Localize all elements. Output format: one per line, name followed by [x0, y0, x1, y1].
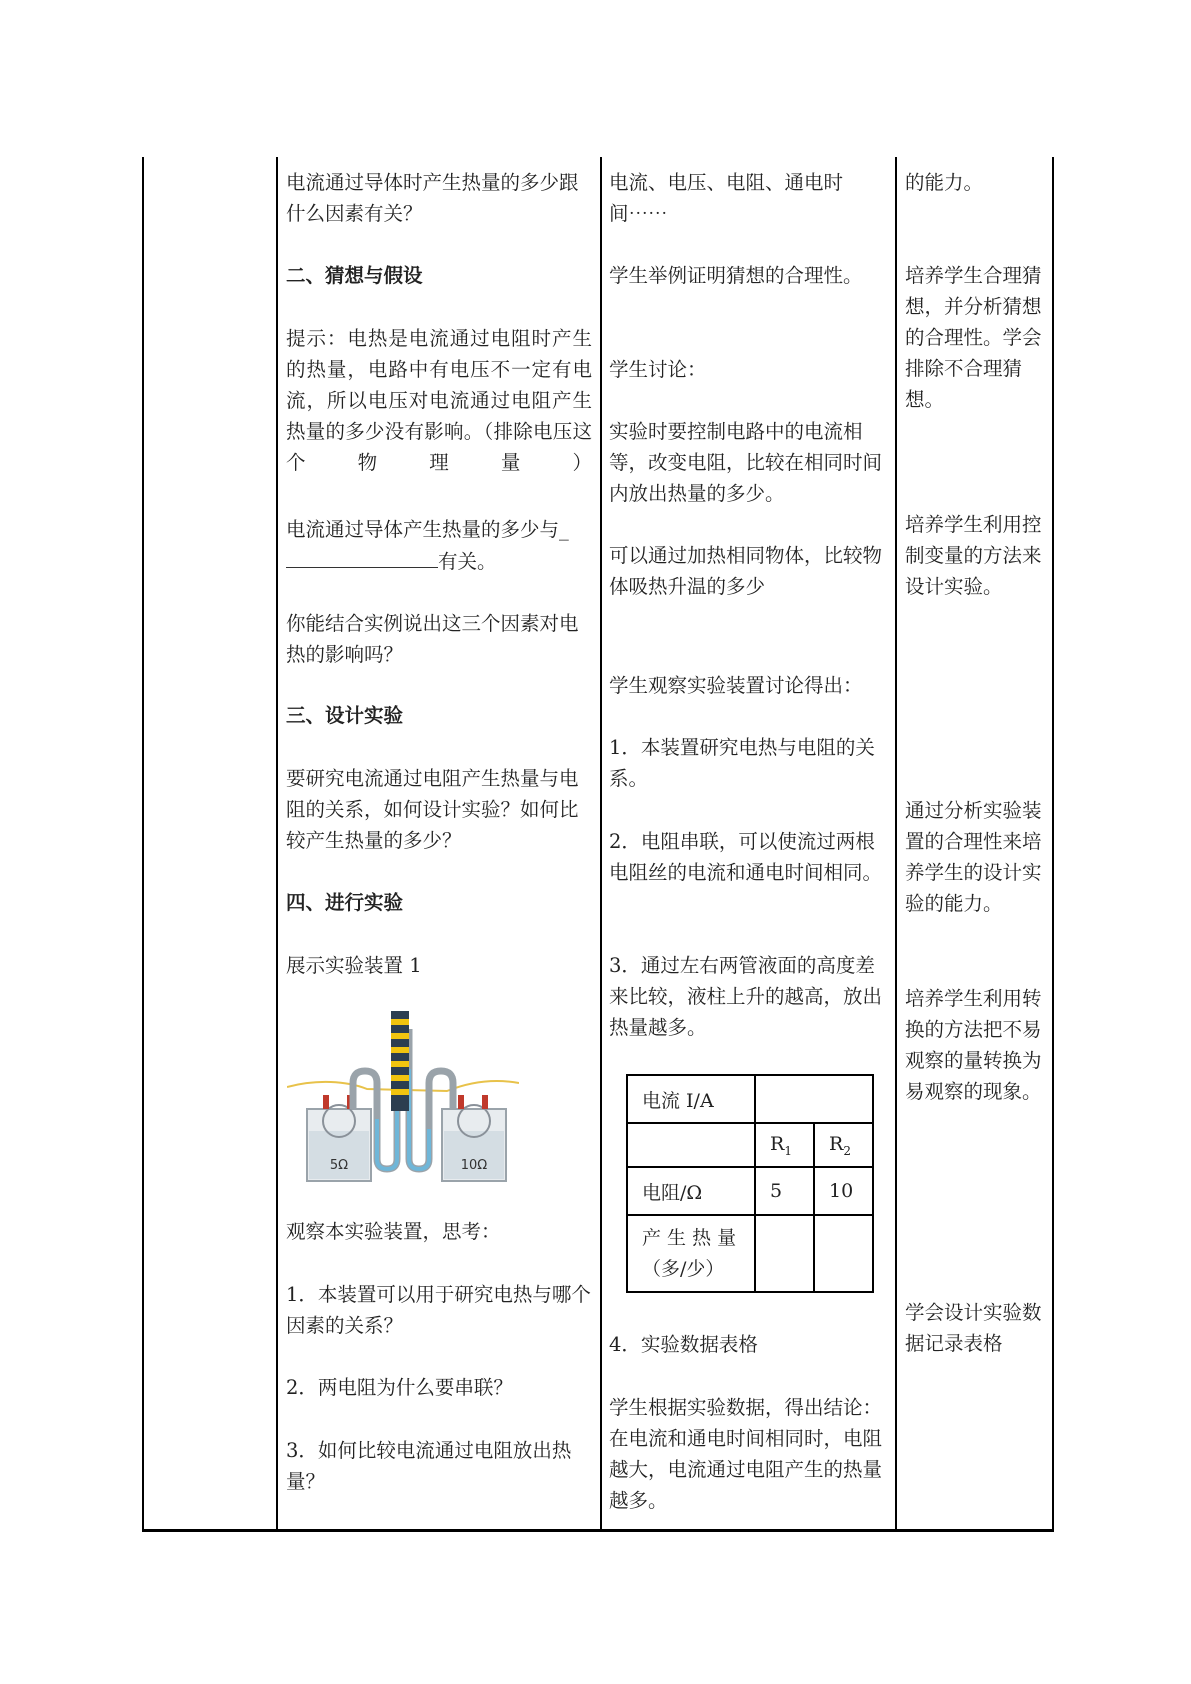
question-2: 2．两电阻为什么要串联？ [286, 1376, 513, 1399]
student-conclusion: 学生根据实验数据，得出结论：在电流和通电时间相同时，电阻越大，电流通过电阻产生的热量越多。 [609, 1396, 883, 1512]
heading-experiment: 四、进行实验 [286, 891, 404, 914]
hint-paragraph: 提示：电热是电流通过电阻时产生的热量，电路中有电压不一定有电流，所以电压对电流通过电阻产生热量的多少没有影响。（排除电压这个物理量） [286, 327, 592, 474]
table-row [627, 1075, 873, 1123]
table-border-col3 [600, 157, 602, 1531]
heat-label-line2: （多/少） [642, 1257, 725, 1280]
intent-guess: 培养学生合理猜想，并分析猜想的合理性。学会排除不合理猜想。 [905, 264, 1042, 411]
scale-mark [391, 1061, 409, 1067]
table-border-right [1052, 157, 1054, 1531]
intent-table-design: 学会设计实验数据记录表格 [905, 1301, 1042, 1355]
heat-label-line1: 产 生 热 量 [642, 1226, 737, 1249]
scale-mark [391, 1075, 409, 1081]
r2-header-cell [814, 1123, 873, 1167]
r1-heat-cell [755, 1215, 814, 1292]
current-label-cell: 电流 I/A [627, 1075, 755, 1123]
control-variables: 实验时要控制电路中的电流相等，改变电阻，比较在相同时间内放出热量的多少。 [609, 420, 883, 505]
heating-method: 可以通过加热相同物体，比较物体吸热升温的多少 [609, 544, 883, 598]
scale-mark [391, 1033, 409, 1039]
data-record-table [626, 1074, 874, 1293]
scale-mark [391, 1089, 409, 1095]
question-3: 3．如何比较电流通过电阻放出热量？ [286, 1439, 572, 1493]
point-3: 3．通过左右两管液面的高度差来比较，液柱上升的越高，放出热量越多。 [609, 954, 883, 1039]
table-border-col2 [276, 157, 278, 1531]
question-1: 1．本装置可以用于研究电热与哪个因素的关系？ [286, 1283, 591, 1337]
r1-symbol: R [770, 1132, 785, 1155]
intent-control-method: 培养学生利用控制变量的方法来设计实验。 [905, 513, 1042, 598]
r2-symbol: R [829, 1132, 844, 1155]
heading-design: 三、设计实验 [286, 704, 404, 727]
table-row [627, 1215, 873, 1292]
show-device: 展示实验装置 1 [286, 954, 422, 977]
r1-subscript: 1 [784, 1143, 792, 1158]
observe-prompt: 观察本实验装置，思考： [286, 1220, 501, 1243]
r2-value-cell: 10 [814, 1167, 873, 1215]
fill-after: 有关。 [438, 550, 497, 573]
student-examples: 学生举例证明猜想的合理性。 [609, 264, 863, 287]
question-intro: 电流通过导体时产生热量的多少跟什么因素有关？ [286, 171, 579, 225]
left-terminal-a [323, 1095, 329, 1109]
factors-list: 电流、电压、电阻、通电时间⋯⋯ [609, 171, 844, 225]
blank-line [286, 545, 438, 568]
r1-header-cell [755, 1123, 814, 1167]
right-terminal-b [482, 1095, 488, 1109]
table-row [627, 1167, 873, 1215]
scale-mark [391, 1047, 409, 1053]
scale-mark [391, 1019, 409, 1025]
r1-value-cell: 5 [755, 1167, 814, 1215]
student-discussion: 学生讨论： [609, 358, 707, 381]
left-resistance-label: 5Ω [329, 1158, 349, 1173]
resistance-label-cell: 电阻/Ω [627, 1167, 755, 1215]
heading-hypothesis: 二、猜想与假设 [286, 264, 423, 287]
point-1: 1．本装置研究电热与电阻的关系。 [609, 736, 875, 790]
table-border-col4 [895, 157, 897, 1531]
point-2: 2．电阻串联，可以使流过两根电阻丝的电流和通电时间相同。 [609, 830, 883, 884]
intent-conversion: 培养学生利用转换的方法把不易观察的量转换为易观察的现象。 [905, 987, 1042, 1103]
heat-label-cell [627, 1215, 755, 1292]
right-resistance-label: 10Ω [460, 1158, 488, 1173]
intent-ability: 的能力。 [905, 171, 984, 194]
current-value-cell [755, 1075, 873, 1123]
point-4: 4．实验数据表格 [609, 1333, 758, 1356]
r2-subscript: 2 [843, 1143, 851, 1158]
intent-analysis: 通过分析实验装置的合理性来培养学生的设计实验的能力。 [905, 799, 1042, 915]
r2-heat-cell [814, 1215, 873, 1292]
experiment-apparatus-figure [287, 1009, 519, 1190]
ask-examples: 你能结合实例说出这三个因素对电热的影响吗？ [286, 612, 579, 666]
empty-header-cell [627, 1123, 755, 1167]
table-row [627, 1123, 873, 1167]
design-question: 要研究电流通过电阻产生热量与电阻的关系，如何设计实验？如何比较产生热量的多少？ [286, 767, 579, 852]
fill-before: 电流通过导体产生热量的多少与_ [286, 518, 569, 541]
observe-conclude: 学生观察实验装置讨论得出： [609, 674, 863, 697]
right-terminal-a [458, 1095, 464, 1109]
table-border-left [142, 157, 144, 1531]
table-border-bottom [142, 1529, 1054, 1532]
fill-in-blank [286, 514, 592, 577]
